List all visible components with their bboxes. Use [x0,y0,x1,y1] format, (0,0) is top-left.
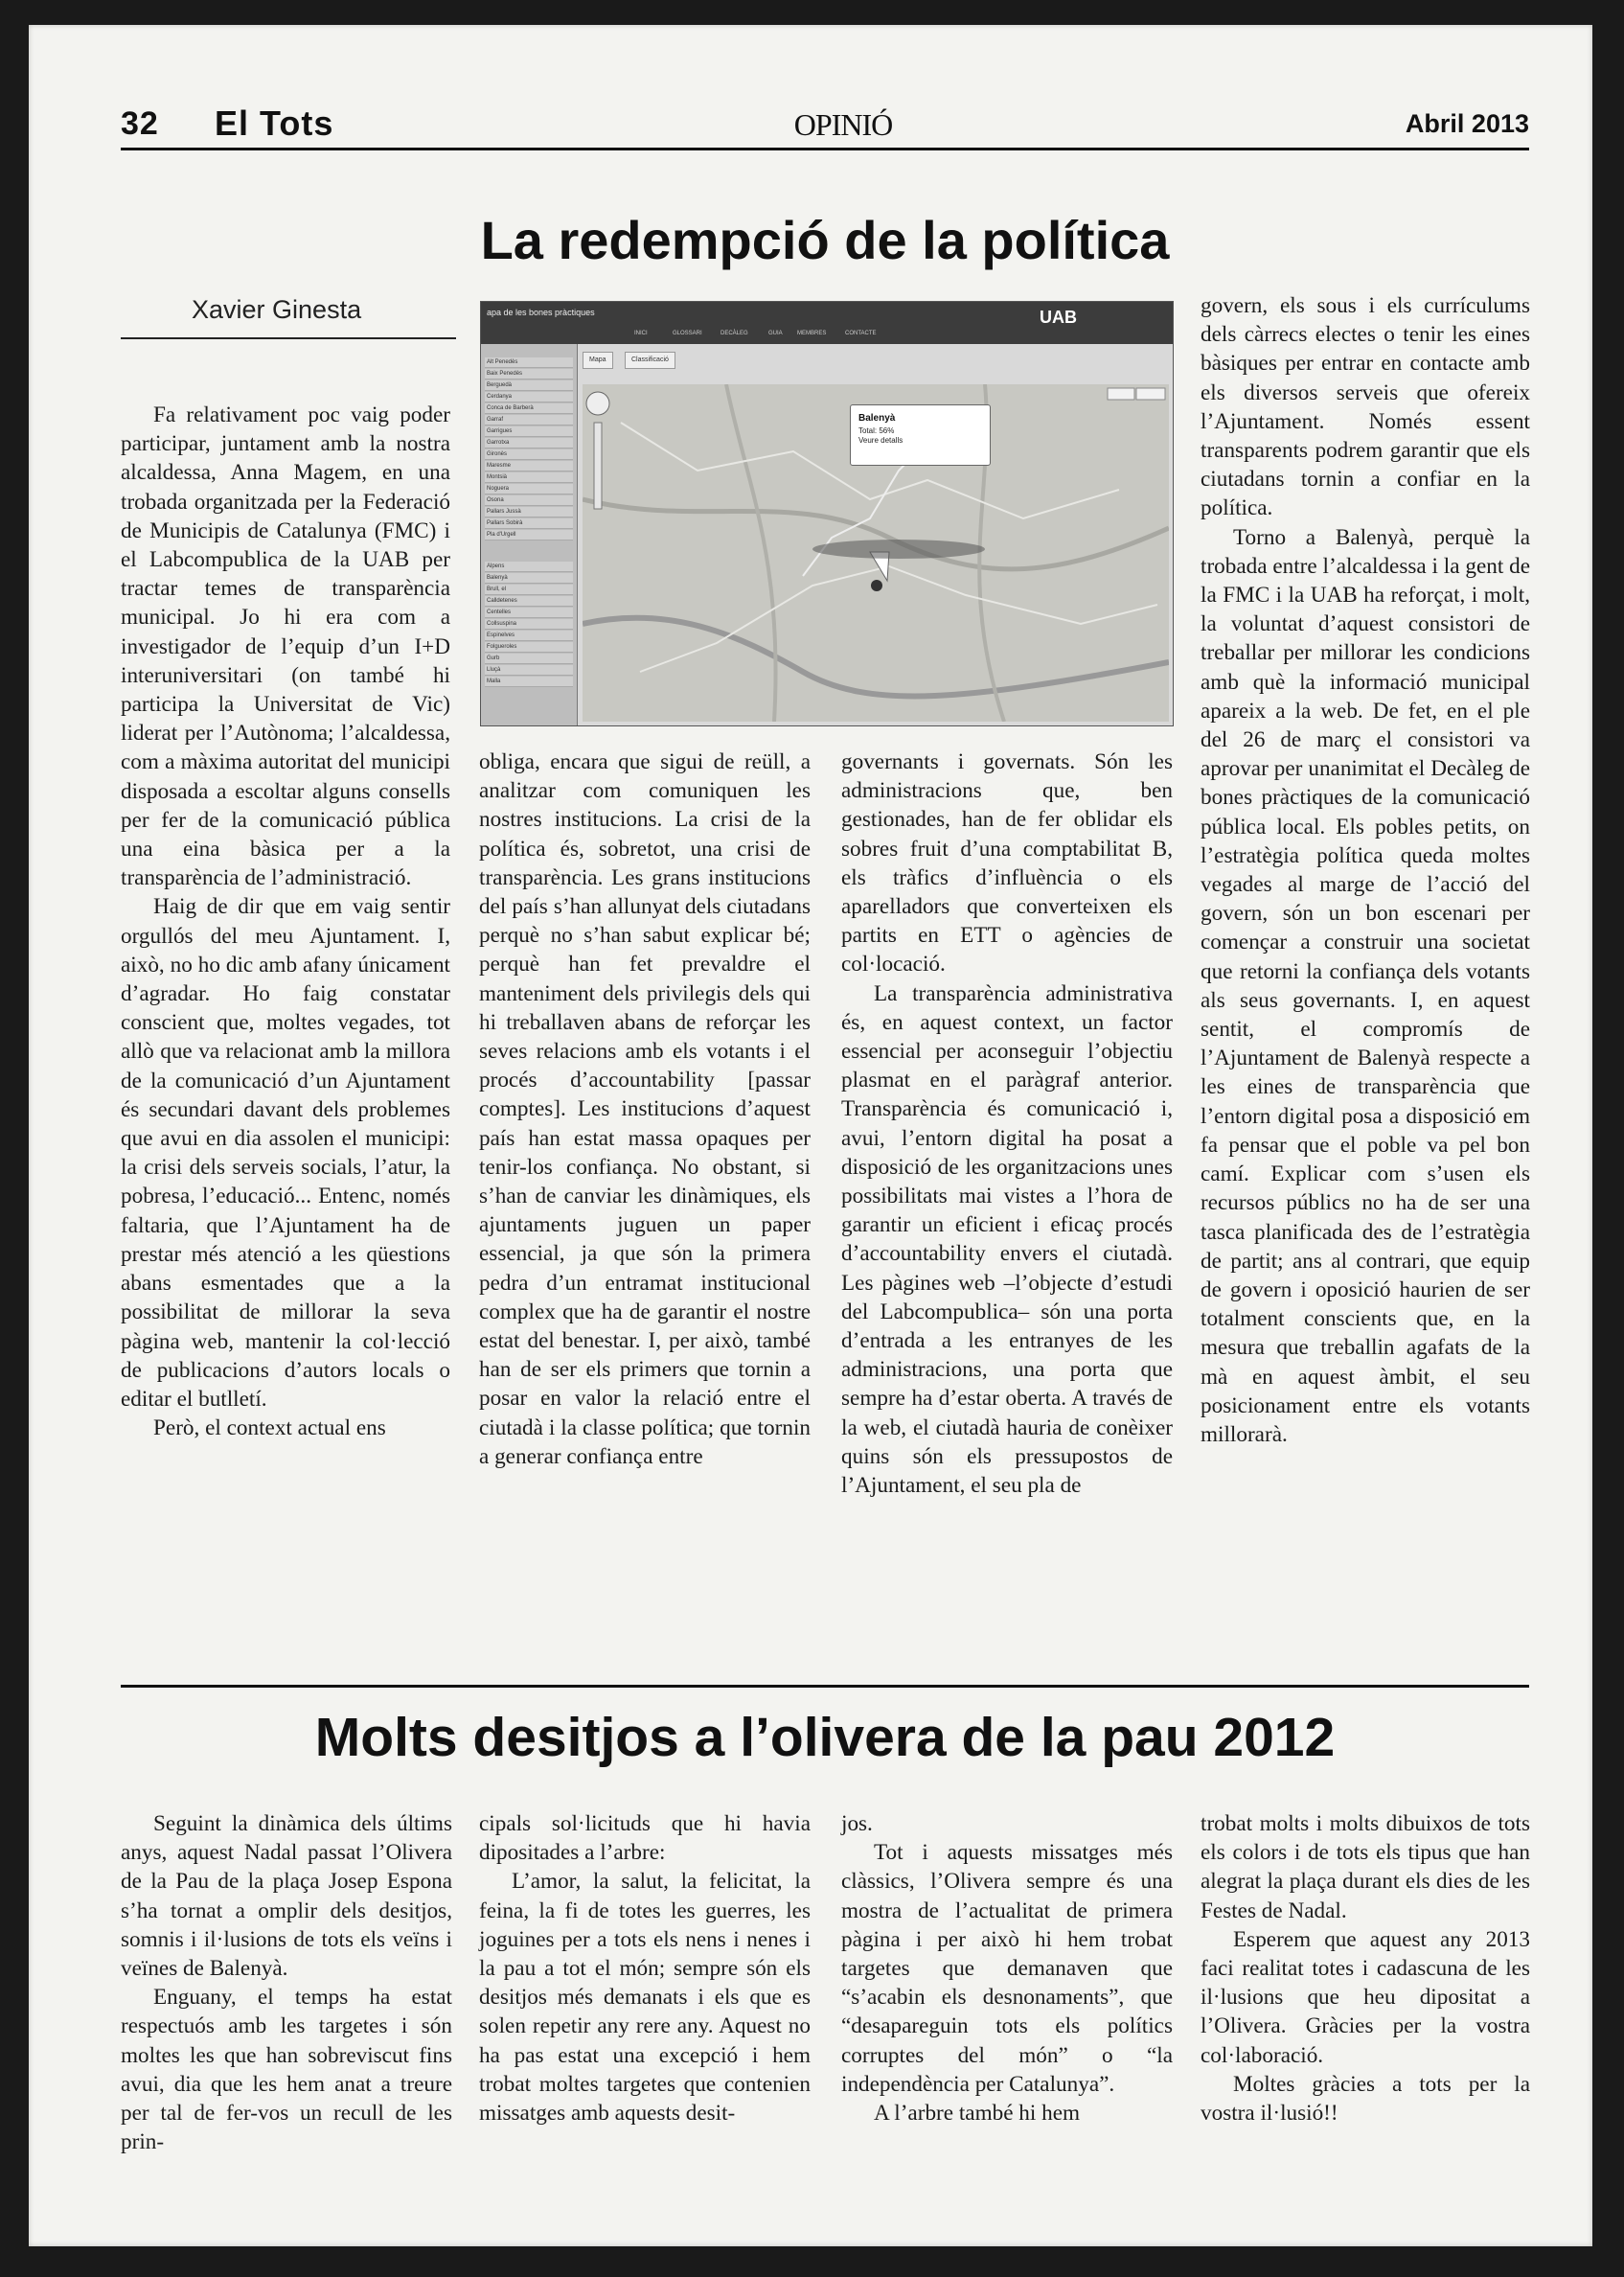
popup-municipality: Balenyà [858,413,896,424]
article1-figure-screenshot [480,301,1174,726]
figure-logo: UAB [1040,308,1077,327]
paragraph: govern, els sous i els currículums dels càrrecs electes o tenir les eines bàsiques per entrar en contacte amb els diversos serveis que ofereix l’Ajuntament. Només essent transparents podrem garantir que els ciutadans tornin a confiar en la política. [1201,293,1530,521]
paragraph: governants i governats. Són les administracions que, ben gestionades, han de fer oblidar els sobres fruit d’una comptabilitat B, els tràfics d’influència o els aparelladors que converteixen els partits en ETT o agències de col·locació. [841,749,1173,978]
figure-nav-item: CONTACTE [845,331,877,336]
paragraph: La transparència administrativa és, en aquest context, un factor essencial per aconseguir l’objectiu plasmat en el paràgraf anterior. Transparència és comunicació i, avui, l’entorn digital ha posat a disposició de les organitzacions unes possibilitats mai vistes a l’hora de garantir un eficient i eficaç procés d’accountability envers el ciutadà. Les pàgines web –l’objecte d’estudi del Labcompublica– són una porta d’entrada a les entranyes de les administracions, una porta que sempre ha d’estar oberta. A través de la web, el ciutadà hauria de conèixer quins són els pressupostos de l’Ajuntament, el seu pla de [841,980,1173,1499]
figure-app-title: apa de les bones pràctiques [487,308,595,317]
figure-sidebar-item: Brull, el [485,585,573,595]
page-number: 32 [121,105,159,142]
paragraph: Moltes gràcies a tots per la vostra il·lusió!! [1201,2071,1530,2127]
paragraph: Fa relativament poc vaig poder participar, juntament amb la nostra alcaldessa, Anna Magem, en una trobada organitzada per la Federació de Municipis de Catalunya (FMC) i el Labcompublica de la UAB per tractar temes de transparència municipal. Jo hi era com a investigador de l’equip d’un I+D interuniversitari (on també hi participa la Universitat de Vic) liderat per l’Autònoma; l’alcaldessa, com a màxima autoritat del municipi disposada a escoltar alguns consells per fer de la comunicació pública una eina bàsica per a la transparència de l’administració. [121,402,450,891]
paragraph: Torno a Balenyà, perquè la trobada entre l’alcaldessa i la gent de la FMC i la UAB ha reforçat, i molt, la voluntat d’aquest consistori de treballar per millorar les condicions amb què la informació municipal apareix a la web. De fet, en el ple del 26 de març el consistori va aprovar per unanimitat el Decàleg de bones pràctiques de la comunicació pública local. Els pobles petits, on l’estratègia política queda moltes vegades al marge de l’acció del govern, són un bon escenari per començar a construir una societat que retorni la confiança dels votants als seus governants. I, en aquest sentit, el compromís de l’Ajuntament de Balenyà respecte a les eines de transparència que l’entorn digital posa a disposició em fa pensar que el poble va pel bon camí. Explicar com s’usen els recursos públics no ha de ser una tasca planificada des de l’estratègia de partit; ans al contrari, que equip de govern i oposició haurien de ser totalment conscients que, en la mesura que treballin agafats de la mà en aquest àmbit, el seu posicionament entre els votants millorarà. [1201,524,1530,1447]
figure-nav-item: MEMBRES [797,331,827,336]
figure-sidebar-item: Lluçà [485,665,573,676]
figure-sidebar-item: Gironès [485,449,573,460]
figure-sidebar-item: Balenyà [485,573,573,584]
figure-sidebar-item: Folgueroles [485,642,573,653]
article1-author: Xavier Ginesta [192,295,362,324]
paragraph: obliga, encara que sigui de reüll, a analitzar com comuniquen les nostres institucions. La crisi de la política és, sobretot, una crisi de transparència. Les grans institucions del país s’han allunyat dels ciutadans perquè no s’han sabut explicar bé; perquè han fet prevaldre el manteniment dels privilegis dels qui hi treballaven abans de reforçar les seves relacions amb els votants i el procés d’accountability [passar comptes]. Les institucions d’aquest país han estat massa opaques per tenir-los confiança. No obstant, si s’han de canviar les dinàmiques, els ajuntaments juguen un paper essencial, ja que són la primera pedra d’un entramat institucional complex que ha de garantir el nostre estat del benestar. I, per això, també han de ser els primers que tornin a posar en valor la relació entre el ciutadà i la classe política; que tornin a generar confiança entre [479,749,811,1469]
figure-sidebar-item: Pla d'Urgell [485,530,573,540]
figure-tabs [583,352,1169,367]
figure-sidebar [481,344,578,725]
article2-column-2 [479,1809,811,2128]
paragraph: Esperem que aquest any 2013 faci realitat totes i cadascuna de les il·lusions que heu dipositat a l’Olivera. Gràcies per la vostra col·laboració. [1201,1926,1530,2068]
figure-sidebar-item: Cerdanya [485,392,573,402]
figure-tab-ranking: Classificació [625,352,675,369]
paragraph: jos. [841,1811,873,1836]
figure-sidebar-item: Gurb [485,654,573,664]
figure-sidebar-item: Malla [485,677,573,687]
figure-nav-item: GLOSSARI [673,331,702,336]
figure-sidebar-item: Garrigues [485,426,573,437]
map-popup [850,404,991,466]
paragraph: Seguint la dinàmica dels últims anys, aquest Nadal passat l’Olivera de la Pau de la plaça Josep Espona s’ha tornat a omplir dels desitjos, somnis i il·lusions de tots els veïns i veïnes de Balenyà. [121,1811,452,1982]
article2-title: Molts desitjos a l’olivera de la pau 2012 [314,1707,1336,1768]
figure-sidebar-item: Espinelves [485,631,573,641]
figure-nav-item: INICI [634,331,648,336]
article2-column-4 [1201,1809,1530,2128]
figure-sidebar-list [481,562,577,687]
figure-nav-item: DECÀLEG [721,331,748,336]
paragraph: Enguany, el temps ha estat respectuós amb les targetes i són moltes les que han sobreviscut fins avui, dia que les hem anat a treure per tal de fer-vos un recull de les prin- [121,1985,452,2155]
header-rule [121,148,1529,150]
figure-sidebar-item: Alpens [485,562,573,572]
article1-title: La redempció de la política [480,210,1170,270]
figure-tab-map: Mapa [583,352,613,369]
section-rule [121,1685,1529,1688]
paragraph: A l’arbre també hi hem [874,2101,1081,2127]
figure-sidebar-list [481,357,577,540]
popup-details-link: Veure detalls [858,436,903,445]
figure-sidebar-item: Noguera [485,484,573,494]
article1-column-2 [479,748,811,1471]
figure-sidebar-item: Calldetenes [485,596,573,607]
paragraph: trobat molts i molts dibuixos de tots els colors i de tots els tipus que han alegrat la plaça durant els dies de les Festes de Nadal. [1201,1811,1530,1923]
paragraph: Tot i aquests missatges més clàssics, l’Olivera sempre és una mostra de l’actualitat de primera pàgina i per això hi hem trobat targetes que demanaven que “s’acabin els desnonaments”, que “desapareguin tots els polítics corruptes del món” o “la independència per Catalunya”. [841,1840,1173,2097]
figure-sidebar-item: Garrotxa [485,438,573,448]
article1-column-3 [841,748,1173,1500]
publication-name: El Tots [215,104,334,143]
figure-sidebar-item: Conca de Barberà [485,403,573,414]
figure-sidebar-item: Baix Penedès [485,369,573,380]
figure-sidebar-item: Osona [485,495,573,506]
popup-total: Total: 56% [858,426,895,435]
article2-column-3 [841,1809,1173,2128]
figure-sidebar-item: Montsià [485,472,573,483]
figure-sidebar-item: Collsuspina [485,619,573,630]
figure-sidebar-item: Maresme [485,461,573,472]
author-rule [121,337,456,339]
figure-sidebar-item: Pallars Jussà [485,507,573,518]
figure-sidebar-item: Pallars Sobirà [485,518,573,529]
figure-sidebar-item: Centelles [485,608,573,618]
article1-column-4 [1201,291,1530,1449]
paragraph: Haig de dir que em vaig sentir orgullós del meu Ajuntament. I, això, no ho dic amb afany únicament d’agradar. Ho faig constatar conscient que, moltes vegades, tot allò que va relacionat amb la millora de la comunicació d’un Ajuntament és secundari davant dels problemes que avui en dia assolen el municipi: la crisi dels serveis socials, l’atur, la pobresa, l’educació... Entenc, només faltaria, que l’Ajuntament ha de prestar més atenció a les qüestions abans esmentades que a la possibilitat de millorar la seva pàgina web, mantenir la col·lecció de publicacions d’autors locals o editar el butlletí. [121,894,450,1412]
figure-app-header [481,302,1173,344]
newspaper-page [29,25,1592,2246]
figure-sidebar-item: Garraf [485,415,573,426]
figure-nav-item: GUIA [768,331,783,336]
figure-sidebar-item: Alt Penedès [485,357,573,368]
section-name: OPINIÓ [793,107,893,142]
paragraph: Però, el context actual ens [153,1415,386,1441]
article2-column-1 [121,1809,452,2156]
article1-column-1 [121,401,450,1442]
issue-date: Abril 2013 [1405,109,1529,138]
paragraph: L’amor, la salut, la felicitat, la feina, la fi de totes les guerres, les joguines per a tots els nens i nenes i la pau a tot el món; sempre són els desitjos més demanats i els que es solen repetir any rere any. Aquest no ha pas estat una excepció i hem trobat moltes targetes que contenien missatges amb aquests desit- [479,1869,811,2127]
paragraph: cipals sol·licituds que hi havia dipositades a l’arbre: [479,1811,811,1866]
figure-sidebar-item: Berguedà [485,380,573,391]
